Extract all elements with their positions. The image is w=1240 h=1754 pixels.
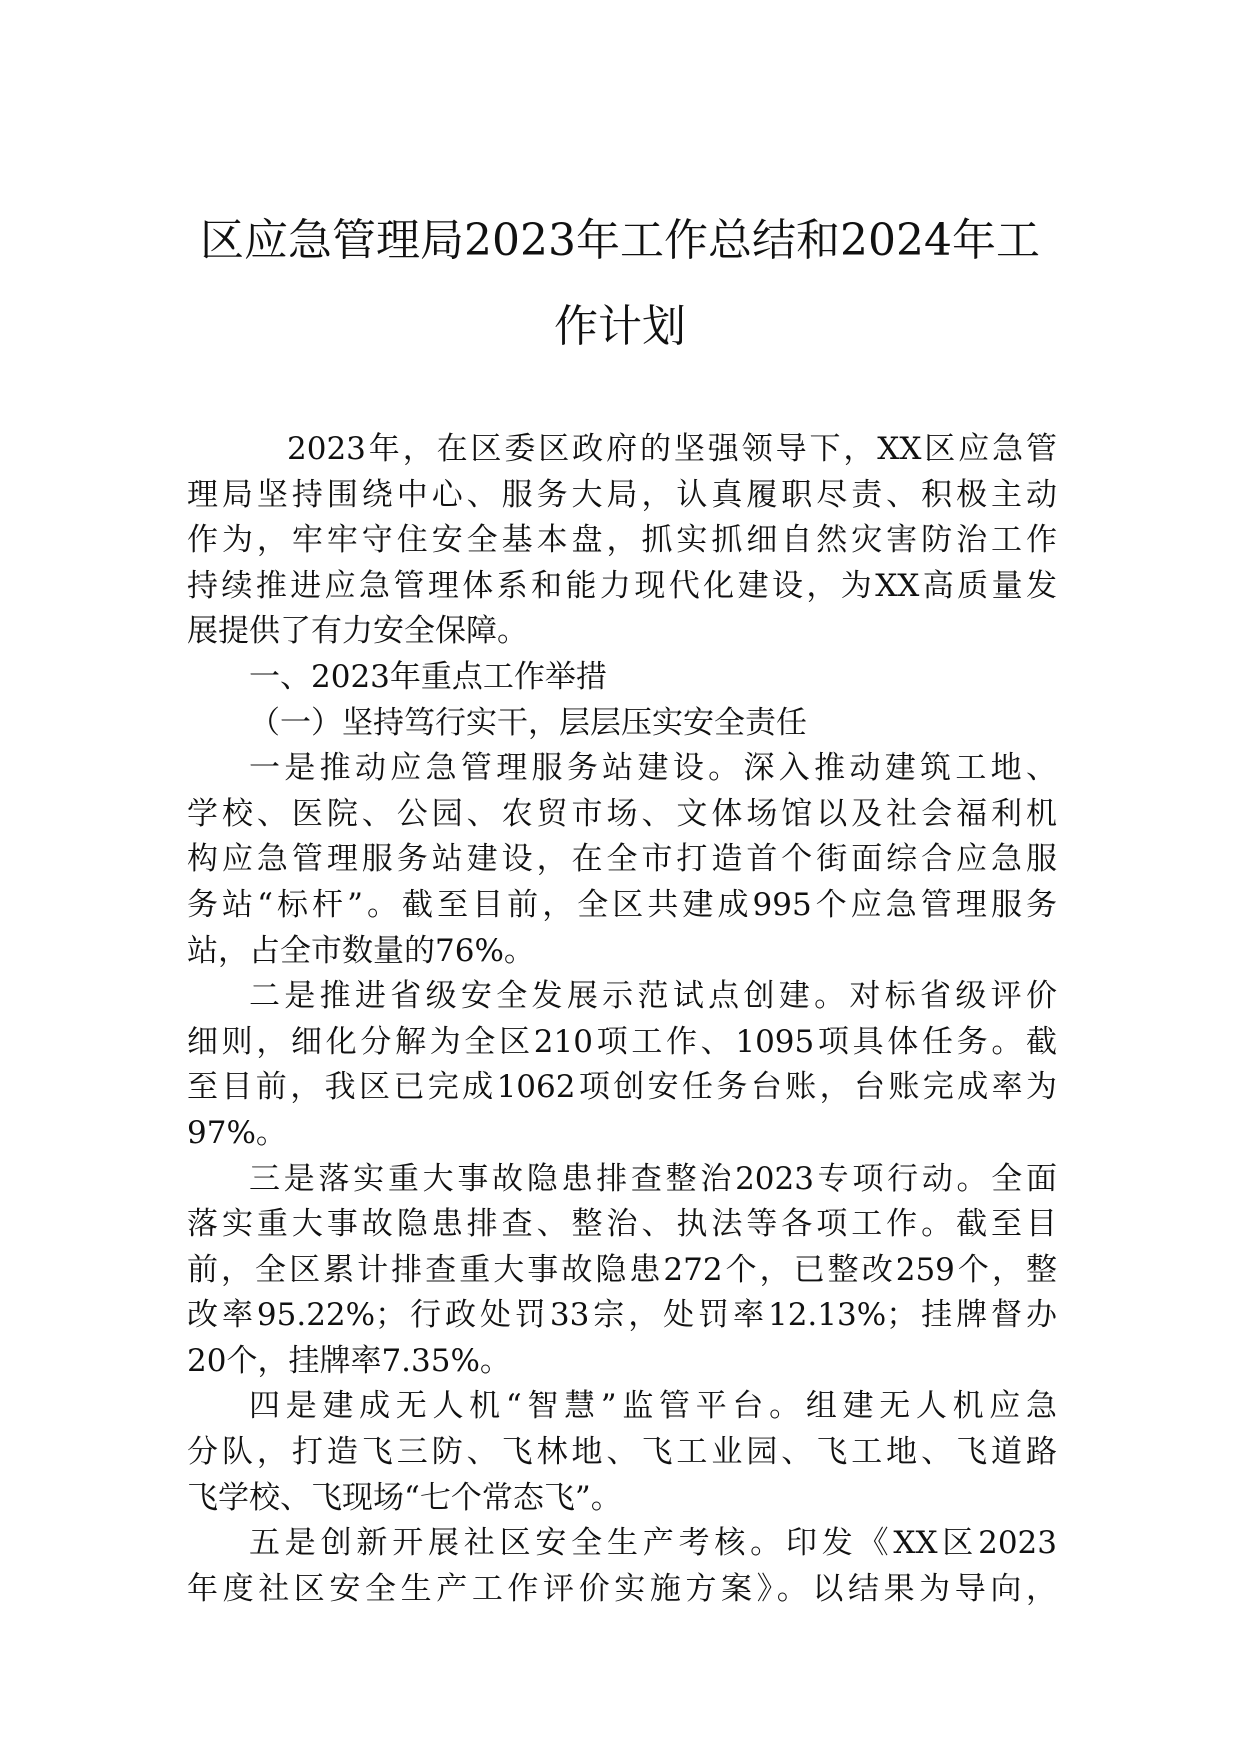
body-line: 三是落实重大事故隐患排查整治2023专项行动。全面 [249, 1160, 1057, 1197]
body-line: 持续推进应急管理体系和能力现代化建设，为XX高质量发 [187, 567, 1057, 604]
body-line: 二是推进省级安全发展示范试点创建。对标省级评价 [249, 978, 1057, 1015]
body-line: 务站“标杆”。截至目前，全区共建成995个应急管理服务 [187, 886, 1057, 923]
body-line: 学校、医院、公园、农贸市场、文体场馆以及社会福利机 [187, 795, 1057, 832]
title-line-1: 区应急管理局2023年工作总结和2024年工 [200, 215, 1040, 266]
body-line: 分队，打造飞三防、飞林地、飞工业园、飞工地、飞道路 [187, 1434, 1057, 1471]
body-line: 落实重大事故隐患排查、整治、执法等各项工作。截至目 [187, 1206, 1057, 1243]
body-line: 20个，挂牌率7.35%。 [187, 1342, 511, 1379]
title-line-2: 作计划 [554, 301, 686, 352]
body-line: 飞学校、飞现场“七个常态飞”。 [187, 1479, 622, 1516]
body-line: 五是创新开展社区安全生产考核。印发《XX区2023 [249, 1525, 1057, 1562]
body-line: 细则，细化分解为全区210项工作、1095项具体任务。截 [187, 1023, 1057, 1060]
body-line: 四是建成无人机“智慧”监管平台。组建无人机应急 [249, 1388, 1057, 1425]
document-title [180, 198, 1060, 370]
body-line: 理局坚持围绕中心、服务大局，认真履职尽责、积极主动 [187, 476, 1057, 513]
body-line: 站，占全市数量的76%。 [187, 932, 535, 969]
body-line: 2023年，在区委区政府的坚强领导下，XX区应急管 [287, 431, 1057, 467]
section-heading: 一、2023年重点工作举措 [249, 658, 607, 695]
body-line: 展提供了有力安全保障。 [187, 613, 528, 650]
body-line: 作为，牢牢守住安全基本盘，抓实抓细自然灾害防治工作 [187, 522, 1057, 559]
document-body [187, 427, 1057, 1612]
subsection-heading: （一）坚持笃行实干，层层压实安全责任 [249, 704, 807, 741]
body-line: 构应急管理服务站建设，在全市打造首个街面综合应急服 [187, 841, 1057, 878]
body-line: 年度社区安全生产工作评价实施方案》。以结果为导向， [187, 1570, 1057, 1607]
body-line: 97%。 [187, 1114, 287, 1151]
body-line: 前，全区累计排查重大事故隐患272个，已整改259个，整 [187, 1251, 1057, 1288]
body-line: 改率95.22%；行政处罚33宗，处罚率12.13%；挂牌督办 [187, 1297, 1057, 1334]
body-line: 至目前，我区已完成1062项创安任务台账，台账完成率为 [187, 1069, 1057, 1106]
body-line: 一是推动应急管理服务站建设。深入推动建筑工地、 [249, 750, 1057, 787]
